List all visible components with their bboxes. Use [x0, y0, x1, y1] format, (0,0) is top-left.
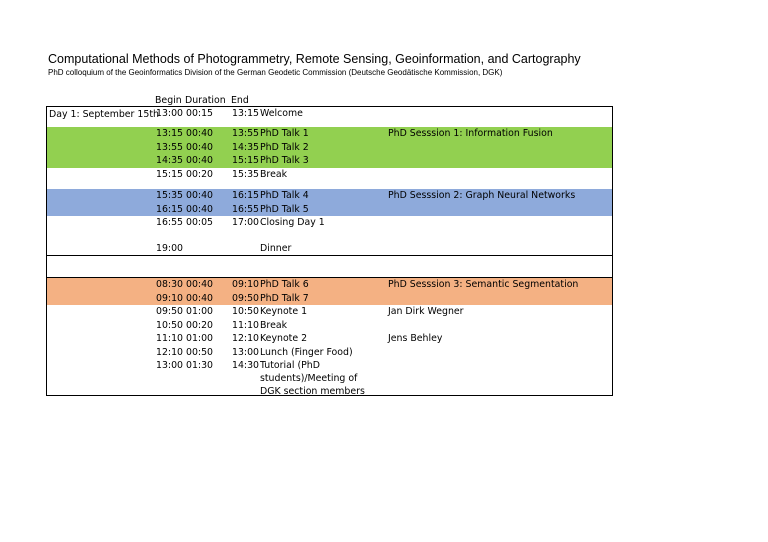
schedule-row	[47, 305, 612, 319]
row-end: 14:35	[232, 141, 260, 153]
row-duration: 00:40	[186, 155, 214, 166]
row-begin: 16:55	[156, 217, 184, 228]
row-end: 13:55	[232, 128, 260, 139]
row-duration: 00:40	[186, 128, 214, 139]
schedule-row	[47, 203, 612, 217]
row-begin: 19:00	[156, 243, 184, 254]
day2-schedule	[46, 277, 613, 396]
row-session: PhD Sesssion 2: Graph Neural Networks	[388, 190, 576, 201]
row-duration: 00:50	[186, 346, 214, 358]
row-begin: 15:15	[156, 168, 184, 180]
schedule-row	[47, 189, 612, 203]
row-end: 15:35	[232, 168, 260, 180]
row-begin: 09:50	[156, 306, 184, 317]
schedule-row	[47, 107, 612, 121]
row-begin: 14:35	[156, 155, 184, 166]
row-begin: 10:50	[156, 319, 184, 331]
row-duration: 00:15	[186, 108, 214, 119]
row-event: Keynote 1	[260, 306, 308, 317]
schedule-row	[47, 242, 612, 256]
row-end: 14:30	[232, 360, 260, 371]
row-event: Break	[260, 168, 288, 180]
row-begin: 09:10	[156, 292, 184, 304]
row-end: 15:15	[232, 155, 260, 166]
row-duration: 00:20	[186, 319, 214, 331]
row-event: PhD Talk 2	[260, 141, 309, 153]
row-begin: 11:10	[156, 333, 184, 344]
schedule-row	[47, 332, 612, 346]
row-session: PhD Sesssion 3: Semantic Segmentation	[388, 279, 579, 290]
row-begin: 16:15	[156, 203, 184, 215]
row-event: PhD Talk 4	[260, 190, 309, 201]
row-end: 09:10	[232, 279, 260, 290]
schedule-row	[47, 359, 612, 396]
row-event: PhD Talk 7	[260, 292, 309, 304]
schedule-row	[47, 319, 612, 333]
row-end: 10:50	[232, 306, 260, 317]
header-duration: Duration	[185, 95, 226, 106]
row-begin: 13:00	[156, 108, 184, 119]
row-event: Tutorial (PhD students)/Meeting of DGK section members	[260, 360, 365, 397]
row-speaker: Jens Behley	[388, 333, 443, 344]
row-duration: 00:40	[186, 190, 214, 201]
row-event: Closing Day 1	[260, 217, 325, 228]
schedule-row	[47, 346, 612, 360]
schedule-row	[47, 168, 612, 182]
day1-label: Day 1: September 15th	[49, 109, 159, 120]
row-event: Dinner	[260, 243, 292, 254]
day-separator	[46, 256, 613, 278]
row-duration: 00:40	[186, 279, 214, 290]
row-duration: 00:40	[186, 141, 214, 153]
row-duration: 01:00	[186, 306, 214, 317]
row-session: PhD Sesssion 1: Information Fusion	[388, 128, 553, 139]
document-title: Computational Methods of Photogrammetry, Remote Sensing, Geoinformation, and Cartography	[48, 52, 581, 66]
row-event: PhD Talk 3	[260, 155, 309, 166]
schedule-row	[47, 141, 612, 155]
row-end: 09:50	[232, 292, 260, 304]
row-duration: 00:05	[186, 217, 214, 228]
header-end: End	[231, 95, 249, 106]
schedule-row	[47, 216, 612, 230]
row-begin: 13:15	[156, 128, 184, 139]
row-end: 13:15	[232, 108, 260, 119]
row-duration: 00:40	[186, 292, 214, 304]
row-event: Break	[260, 319, 288, 331]
row-speaker: Jan Dirk Wegner	[388, 306, 464, 317]
row-end: 13:00	[232, 346, 260, 358]
row-begin: 13:00	[156, 360, 184, 371]
row-duration: 01:30	[186, 360, 214, 371]
schedule-row	[47, 127, 612, 141]
row-end: 11:10	[232, 319, 260, 331]
schedule-row	[47, 292, 612, 306]
row-event: Keynote 2	[260, 333, 308, 344]
row-event: Welcome	[260, 108, 303, 119]
row-duration: 01:00	[186, 333, 214, 344]
row-event: Lunch (Finger Food)	[260, 346, 353, 358]
row-begin: 08:30	[156, 279, 184, 290]
row-end: 16:55	[232, 203, 260, 215]
day1-schedule	[46, 106, 613, 256]
row-event: PhD Talk 1	[260, 128, 309, 139]
schedule-row	[47, 154, 612, 168]
row-end: 12:10	[232, 333, 260, 344]
row-duration: 00:20	[186, 168, 214, 180]
row-event: PhD Talk 5	[260, 203, 309, 215]
schedule-row	[47, 278, 612, 292]
document-subtitle: PhD colloquium of the Geoinformatics Division of the German Geodetic Commission (Deutsche Geodätische Kommission, DGK)	[48, 68, 503, 77]
row-event: PhD Talk 6	[260, 279, 309, 290]
row-begin: 15:35	[156, 190, 184, 201]
header-begin: Begin	[155, 95, 182, 106]
row-end: 16:15	[232, 190, 260, 201]
row-duration: 00:40	[186, 203, 214, 215]
row-end: 17:00	[232, 217, 260, 228]
row-begin: 13:55	[156, 141, 184, 153]
row-begin: 12:10	[156, 346, 184, 358]
